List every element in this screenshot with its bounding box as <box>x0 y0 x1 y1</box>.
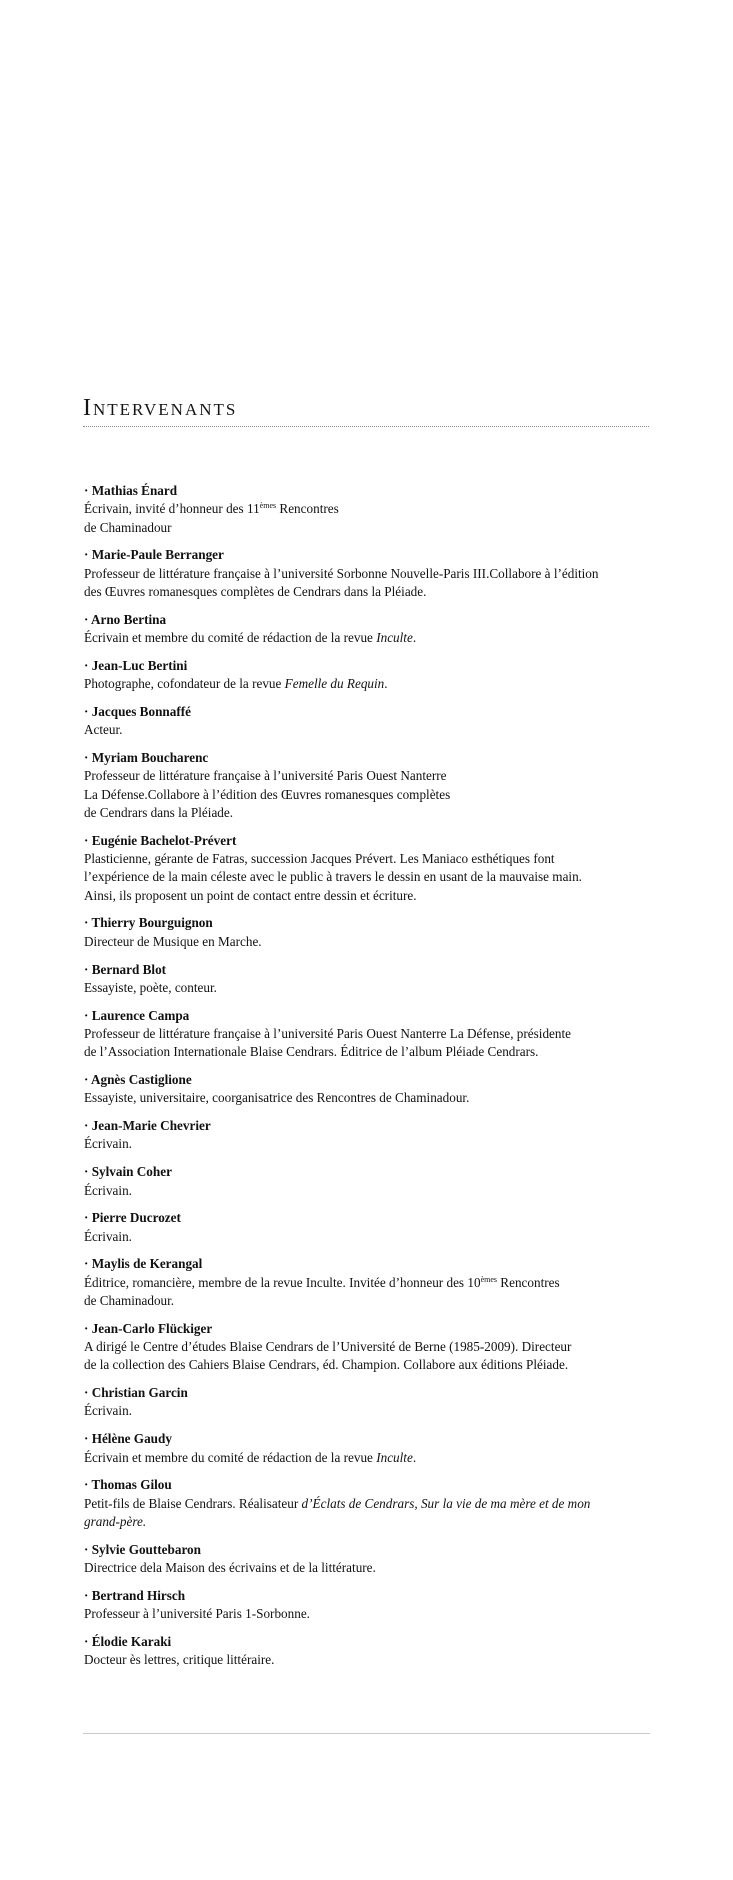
description-text: Éditrice, romancière, membre de la revue Inculte. Invitée d’honneur des 10 <box>84 1274 481 1290</box>
speaker-description-line <box>84 1338 644 1356</box>
italic-title: d’Éclats de Cendrars, Sur la vie de ma mère et de mon <box>301 1495 591 1511</box>
speaker-description-line <box>84 519 644 537</box>
description-text: Essayiste, universitaire, coorganisatrice des Rencontres de Chaminadour. <box>84 1090 470 1106</box>
description-text: l’expérience de la main céleste avec le public à travers le dessin en usant de la mauvaise main. <box>84 869 582 885</box>
speaker-name: · Thierry Bourguignon <box>84 915 213 931</box>
speaker-description-line <box>84 629 644 647</box>
description-text: Petit-fils de Blaise Cendrars. Réalisateur <box>84 1495 302 1511</box>
description-text: Professeur de littérature française à l’université Paris Ouest Nanterre La Défense, présidente <box>84 1025 571 1041</box>
speaker-description-line <box>84 868 644 886</box>
speaker-description-line <box>84 1228 644 1246</box>
speaker-name: · Thomas Gilou <box>84 1477 172 1493</box>
speaker-description-line <box>84 1135 644 1153</box>
speaker-entry <box>84 749 644 822</box>
speaker-description-line <box>84 500 644 518</box>
speaker-description-line <box>84 1402 644 1420</box>
description-text: de la collection des Cahiers Blaise Cendrars, éd. Champion. Collabore aux éditions Pléiade. <box>84 1357 569 1373</box>
speaker-entry <box>84 1071 644 1108</box>
description-text: Écrivain. <box>84 1228 132 1244</box>
speaker-description-line <box>84 1089 644 1107</box>
speaker-description-line <box>84 1605 644 1623</box>
speaker-description-line <box>84 786 644 804</box>
speaker-entry <box>84 961 644 998</box>
description-text: Directrice dela Maison des écrivains et de la littérature. <box>84 1560 376 1576</box>
speaker-description-line <box>84 887 644 905</box>
description-text: de Chaminadour. <box>84 1292 175 1308</box>
speaker-entry <box>84 1117 644 1154</box>
speaker-description-line <box>84 767 644 785</box>
speaker-entry <box>84 1476 644 1531</box>
speaker-name: · Mathias Énard <box>84 483 178 498</box>
speaker-description-line <box>84 1356 644 1374</box>
speaker-description-line <box>84 1182 644 1200</box>
speaker-name: · Arno Bertina <box>84 611 167 627</box>
speaker-description-line <box>84 1449 644 1467</box>
speaker-name: · Jean-Carlo Flückiger <box>84 1320 213 1336</box>
speaker-name: · Sylvie Gouttebaron <box>84 1541 201 1557</box>
italic-title: Inculte <box>376 1449 413 1465</box>
description-text: Acteur. <box>84 722 123 738</box>
speaker-description-line <box>84 979 644 997</box>
speaker-entry <box>84 546 644 601</box>
italic-title: Femelle du Requin <box>284 676 385 692</box>
speaker-entry <box>84 1430 644 1467</box>
speaker-entry <box>84 1541 644 1578</box>
speaker-entry <box>84 482 644 537</box>
description-text: de l’Association Internationale Blaise Cendrars. Éditrice de l’album Pléiade Cendrars. <box>84 1044 539 1060</box>
speaker-entry <box>84 1633 644 1670</box>
ordinal-superscript: èmes <box>259 501 277 511</box>
description-text: Directeur de Musique en Marche. <box>84 933 262 949</box>
italic-title: Inculte <box>376 630 413 646</box>
speaker-name: · Laurence Campa <box>84 1007 190 1023</box>
description-text: Rencontres <box>497 1274 560 1290</box>
speaker-entry <box>84 914 644 951</box>
speaker-name: · Sylvain Coher <box>84 1164 172 1180</box>
description-text: A dirigé le Centre d’études Blaise Cendrars de l’Université de Berne (1985-2009). Directeur <box>84 1339 572 1355</box>
footer-divider <box>83 1733 650 1734</box>
speaker-description-line <box>84 850 644 868</box>
speaker-name: · Eugénie Bachelot-Prévert <box>84 832 237 848</box>
description-text: Rencontres <box>276 501 339 517</box>
speaker-name: · Maylis de Kerangal <box>84 1256 203 1272</box>
speaker-description-line <box>84 721 644 739</box>
section-title: Intervenants <box>83 395 238 421</box>
speaker-name: · Christian Garcin <box>84 1385 188 1401</box>
speaker-description-line <box>84 1651 644 1669</box>
speaker-description-line <box>84 1025 644 1043</box>
speaker-entry <box>84 1007 644 1062</box>
speaker-entry <box>84 611 644 648</box>
speaker-entry <box>84 1320 644 1375</box>
speaker-description-line <box>84 1043 644 1061</box>
description-text: des Œuvres romanesques complètes de Cendrars dans la Pléiade. <box>84 583 427 599</box>
speaker-description-line <box>84 675 644 693</box>
speaker-description-line <box>84 565 644 583</box>
description-text: de Chaminadour <box>84 519 172 535</box>
speaker-entry <box>84 832 644 905</box>
speaker-name: · Pierre Ducrozet <box>84 1210 181 1226</box>
description-text: Écrivain, invité d’honneur des 11 <box>84 501 260 517</box>
speaker-description-line <box>84 1274 644 1292</box>
description-text: . <box>384 676 388 692</box>
description-text: . <box>412 1449 417 1465</box>
speaker-name: · Bernard Blot <box>84 961 167 977</box>
speaker-name: · Hélène Gaudy <box>84 1431 172 1447</box>
description-text: Écrivain. <box>84 1403 132 1419</box>
speaker-entry <box>84 1384 644 1421</box>
speaker-entry <box>84 1209 644 1246</box>
speaker-description-line <box>84 1559 644 1577</box>
speaker-name: · Bertrand Hirsch <box>84 1587 186 1603</box>
speaker-entry <box>84 657 644 694</box>
description-text: Professeur de littérature française à l’université Paris Ouest Nanterre <box>84 768 447 784</box>
speaker-entry <box>84 703 644 740</box>
italic-title: grand-père. <box>84 1513 147 1529</box>
speaker-description-line <box>84 933 644 951</box>
speaker-list <box>84 482 644 1679</box>
description-text: Professeur de littérature française à l’université Sorbonne Nouvelle-Paris III.Collabore à l’édition <box>84 565 599 581</box>
description-text: Écrivain et membre du comité de rédaction de la revue <box>84 1449 377 1465</box>
description-text: de Cendrars dans la Pléiade. <box>84 804 234 820</box>
description-text: Plasticienne, gérante de Fatras, succession Jacques Prévert. Les Maniaco esthétiques font <box>84 851 555 867</box>
description-text: La Défense.Collabore à l’édition des Œuvres romanesques complètes <box>84 786 451 802</box>
speaker-description-line <box>84 1292 644 1310</box>
title-dotted-divider <box>83 426 649 427</box>
description-text: Ainsi, ils proposent un point de contact entre dessin et écriture. <box>84 887 417 903</box>
speaker-name: · Myriam Boucharenc <box>84 750 209 766</box>
speaker-entry <box>84 1587 644 1624</box>
speaker-entry <box>84 1163 644 1200</box>
speaker-name: · Élodie Karaki <box>84 1633 172 1649</box>
description-text: Essayiste, poète, conteur. <box>84 979 217 995</box>
speaker-name: · Jean-Marie Chevrier <box>84 1118 211 1134</box>
description-text: . <box>412 630 417 646</box>
ordinal-superscript: èmes <box>480 1274 497 1284</box>
description-text: Écrivain et membre du comité de rédaction de la revue <box>84 630 377 646</box>
speaker-description-line <box>84 804 644 822</box>
speaker-description-line <box>84 1513 644 1531</box>
description-text: Écrivain. <box>84 1136 132 1152</box>
speaker-name: · Jean-Luc Bertini <box>84 657 188 673</box>
description-text: Docteur ès lettres, critique littéraire. <box>84 1652 275 1668</box>
speaker-name: · Agnès Castiglione <box>84 1072 192 1088</box>
description-text: Photographe, cofondateur de la revue <box>84 676 285 692</box>
speaker-name: · Marie-Paule Berranger <box>84 547 224 563</box>
speaker-description-line <box>84 1495 644 1513</box>
speaker-entry <box>84 1255 644 1310</box>
description-text: Écrivain. <box>84 1182 132 1198</box>
description-text: Professeur à l’université Paris 1-Sorbonne. <box>84 1606 310 1622</box>
speaker-name: · Jacques Bonnaffé <box>84 703 191 719</box>
speaker-description-line <box>84 583 644 601</box>
